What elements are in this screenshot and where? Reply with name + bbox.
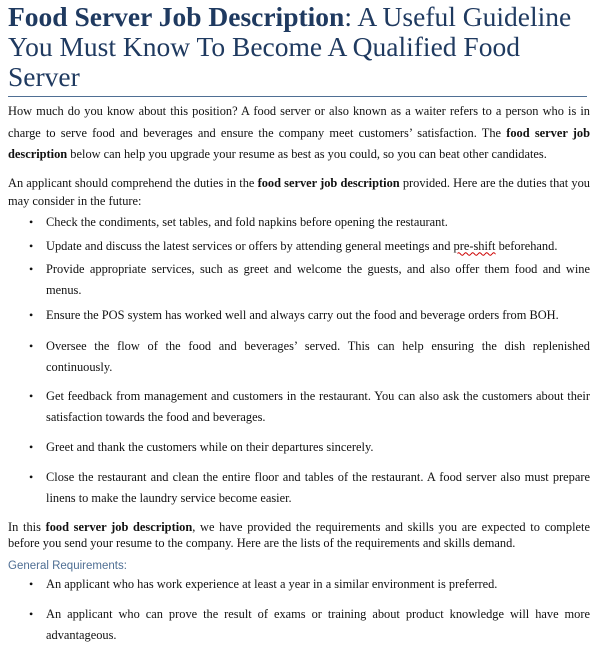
- title-divider: [8, 96, 587, 97]
- list-item: [29, 386, 590, 428]
- text-segment: provided. Here are the duties that you may consider in the future:: [8, 175, 590, 208]
- list-item-text: An applicant who has work experience at least a year in a similar environment is preferred.: [46, 576, 498, 591]
- bullet-icon: •: [29, 469, 34, 484]
- list-item-text: Close the restaurant and clean the entire floor and tables of the restaurant. A food server also must prepare linens to make the laundry service become easier.: [46, 469, 590, 505]
- list-item: [29, 574, 590, 595]
- general-requirements-list: [8, 574, 590, 646]
- text-segment: below can help you upgrade your resume as best as you could, so you can beat other candidates.: [67, 147, 547, 161]
- spellcheck-underline: pre-shift: [453, 238, 496, 253]
- bullet-icon: •: [29, 307, 34, 322]
- list-item-text: An applicant who can prove the result of exams or training about product knowledge will have more advantageous.: [46, 606, 590, 642]
- list-item: [29, 336, 590, 378]
- list-item: [29, 259, 590, 301]
- list-item: [29, 467, 590, 509]
- intro-paragraph: [8, 101, 590, 166]
- duties-list: [8, 212, 590, 509]
- bullet-icon: •: [29, 338, 34, 353]
- bullet-icon: •: [29, 606, 34, 621]
- list-item-text: Provide appropriate services, such as greet and welcome the guests, and also offer them food and wine menus.: [46, 261, 590, 297]
- page-title: [8, 2, 590, 92]
- bullet-icon: •: [29, 214, 34, 229]
- text-segment: In this: [8, 519, 46, 534]
- list-item-text: Oversee the flow of the food and beverages’ served. This can help ensuring the dish replenished continuously.: [46, 338, 590, 374]
- bullet-icon: •: [29, 439, 34, 454]
- list-item-text: Check the condiments, set tables, and fold napkins before opening the restaurant.: [46, 214, 448, 229]
- text-segment: An applicant should comprehend the duties in the: [8, 175, 258, 190]
- title-bold: Food Server Job Description: [8, 1, 345, 32]
- bold-keyword: food server job description: [257, 175, 400, 190]
- duties-intro-paragraph: [8, 174, 590, 210]
- list-item-text: Get feedback from management and customers in the restaurant. You can also ask the customers about their satisfaction towards the food and beverages.: [46, 388, 590, 424]
- list-item: [29, 604, 590, 646]
- bold-keyword: food server job description: [8, 125, 591, 161]
- list-item-text: Ensure the POS system has worked well and always carry out the food and beverage orders from BOH.: [46, 307, 559, 322]
- title-rest: : A Useful Guideline You Must Know To Become A Qualified Food Server: [8, 1, 572, 92]
- bold-keyword: food server job description: [45, 519, 193, 534]
- list-item-text: Greet and thank the customers while on their departures sincerely.: [46, 439, 374, 454]
- text-segment: , we have provided the requirements and skills you are expected to complete before you send your resume to the company. Here are the lists of the requirements and skills demand.: [8, 519, 590, 550]
- list-item: [29, 212, 590, 233]
- list-item: [29, 236, 590, 257]
- text-segment: How much do you know about this position? A food server or also known as a waiter refers to a person who is in charge to serve food and beverages and ensure the company meet customers’ satisfaction. The: [8, 104, 590, 140]
- bullet-icon: •: [29, 388, 34, 403]
- list-item: [29, 305, 590, 326]
- list-item: [29, 437, 590, 458]
- general-requirements-heading: General Requirements:: [8, 559, 127, 572]
- list-item-text: Update and discuss the latest services or offers by attending general meetings and pre-shift beforehand.: [46, 238, 558, 253]
- bullet-icon: •: [29, 576, 34, 591]
- bullet-icon: •: [29, 238, 34, 253]
- bullet-icon: •: [29, 261, 34, 276]
- requirements-intro-paragraph: [8, 519, 590, 552]
